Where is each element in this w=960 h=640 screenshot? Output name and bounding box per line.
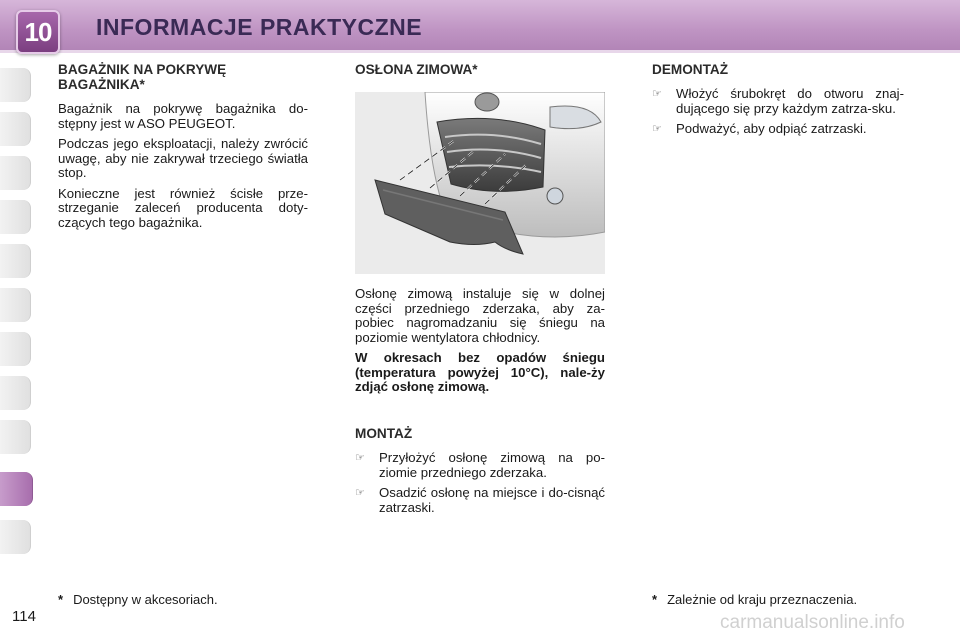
- pointing-hand-icon: ☞: [355, 452, 365, 464]
- chapter-tab[interactable]: [0, 200, 31, 234]
- header-divider: [0, 50, 960, 53]
- chapter-tab[interactable]: [0, 376, 31, 410]
- paragraph: Osłonę zimową instaluje się w dolnej części przedniego zderzaka, aby za-pobiec nagromadzaniu się śniegu na poziomie wentylatora chłodnicy.: [355, 286, 605, 345]
- column-removal: [652, 62, 904, 143]
- pointing-hand-icon: ☞: [652, 123, 662, 135]
- watermark: carmanualsonline.info: [720, 612, 905, 633]
- paragraph: Konieczne jest również ścisłe prze-strzeganie zaleceń producenta doty-czących tego bagażnika.: [58, 185, 308, 230]
- winter-cover-illustration: [355, 92, 605, 274]
- chapter-tab[interactable]: [0, 420, 31, 454]
- list-item-text: Przyłożyć osłonę zimową na po-ziomie przedniego zderzaka.: [379, 450, 605, 480]
- list-item: [652, 87, 904, 116]
- chapter-tab[interactable]: [0, 288, 31, 322]
- chapter-tab[interactable]: [0, 332, 31, 366]
- section-heading: DEMONTAŻ: [652, 62, 729, 77]
- pointing-hand-icon: ☞: [652, 88, 662, 100]
- chapter-tab-active[interactable]: [0, 472, 33, 506]
- footnote-left: [58, 592, 218, 607]
- bullet-list: [652, 87, 904, 137]
- chapter-badge: 10: [16, 10, 60, 54]
- footnote-text: Dostępny w akcesoriach.: [73, 592, 218, 607]
- warning-paragraph: W okresach bez opadów śniegu (temperatura powyżej 10°C), nale-ży zdjąć osłonę zimową.: [355, 350, 605, 394]
- chapter-tab[interactable]: [0, 244, 31, 278]
- section-heading: OSŁONA ZIMOWA*: [355, 62, 478, 77]
- column-winter-cover-heading: [355, 62, 605, 87]
- chapter-tab[interactable]: [0, 156, 31, 190]
- paragraph: Bagażnik na pokrywę bagażnika do-stępny jest w ASO PEUGEOT.: [58, 101, 308, 131]
- footnote-right: [652, 592, 857, 607]
- chapter-tab[interactable]: [0, 520, 31, 554]
- page-title: INFORMACJE PRAKTYCZNE: [96, 14, 423, 40]
- paragraph: Podczas jego eksploatacji, należy zwrócić uwagę, aby nie zakrywał trzeciego światła stop.: [58, 136, 308, 180]
- list-item-text: Podważyć, aby odpiąć zatrzaski.: [676, 121, 867, 136]
- page-number: 114: [12, 608, 36, 625]
- chapter-tabs: [0, 68, 34, 578]
- section-heading: BAGAŻNIK NA POKRYWĘ BAGAŻNIKA*: [58, 62, 227, 92]
- column-winter-cover-text: [355, 287, 605, 401]
- list-item: [355, 451, 605, 480]
- list-item: [355, 486, 605, 515]
- footnote-star: *: [652, 592, 658, 607]
- car-front-drawing: [355, 92, 605, 274]
- list-item-text: Włożyć śrubokręt do otworu znaj-dującego się przy każdym zatrza-sku.: [676, 86, 904, 116]
- chapter-tab[interactable]: [0, 68, 31, 102]
- column-roof-rack: [58, 62, 308, 236]
- footnote-text: Zależnie od kraju przeznaczenia.: [667, 592, 858, 607]
- list-item: [652, 122, 904, 137]
- column-mounting: [355, 426, 605, 521]
- chapter-tab[interactable]: [0, 112, 31, 146]
- list-item-text: Osadzić osłonę na miejsce i do-cisnąć zatrzaski.: [379, 485, 605, 515]
- footnote-star: *: [58, 592, 64, 607]
- section-heading: MONTAŻ: [355, 426, 413, 441]
- bullet-list: [355, 451, 605, 515]
- pointing-hand-icon: ☞: [355, 487, 365, 499]
